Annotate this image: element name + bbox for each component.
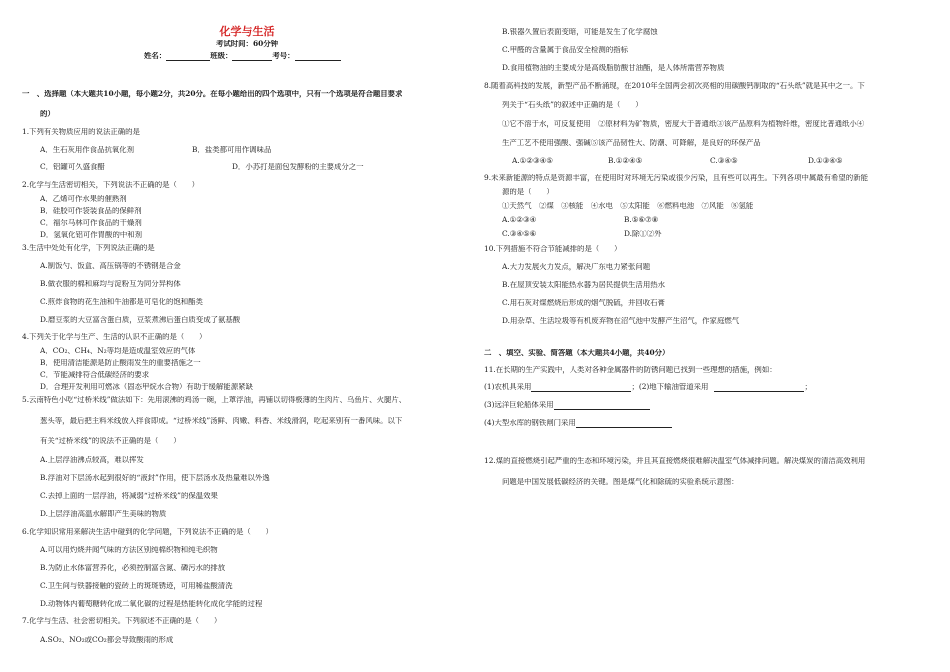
- q11-item1-label: (1)农机具采用: [484, 383, 532, 392]
- q4-option-d: D．合理开发利用可燃冰（固态甲烷水合物）有助于缓解能源紧缺: [40, 383, 253, 391]
- q11-item4-label: (4)大型水库的钢铁闸门采用: [484, 419, 576, 428]
- q10-option-b: B.在屋顶安装太阳能热水器为居民提供生活用热水: [502, 281, 665, 289]
- q8-option-c: C.③④⑤: [710, 157, 738, 165]
- q3-option-a: A.制饭勺、饭盒、高压锅等的不锈钢是合金: [40, 262, 181, 270]
- q4-stem: 4.下列关于化学与生产、生活的认识不正确的是（ ）: [22, 333, 207, 341]
- q10-stem: 10.下列措施不符合节能减排的是（ ）: [484, 245, 622, 253]
- q11-item2-end: ；: [804, 383, 812, 392]
- q1-option-d: D．小苏打是面包发酵粉的主要成分之一: [232, 163, 364, 171]
- q10-option-a: A.大力发展火力发点，解决广东电力紧张问题: [502, 263, 651, 271]
- section1-title-line1: 一 、选择题（本大题共10小题，每小题2分，共20分。在每小题给出的四个选项中，只有一个选项是符合题目要求: [22, 90, 403, 98]
- q11-blank-4[interactable]: [576, 419, 672, 428]
- q4-option-c: C．节能减排符合低碳经济的要求: [40, 371, 150, 379]
- q1-stem: 1.下列有关物质应用的说法正确的是: [22, 128, 140, 136]
- q7-option-d: D.食用植物油的主要成分是高级脂肪酸甘油酯，是人体所需营养物质: [502, 64, 725, 72]
- q6-option-c: C.卫生间与铁器接触的瓷砖上的斑斑锈迹，可用稀盐酸清洗: [40, 582, 233, 590]
- section2-title: 二 、填空、实验、简答题（本大题共4小题，共40分）: [484, 349, 670, 357]
- q9-option-c: C.③④⑤⑥: [502, 230, 537, 238]
- q11-blank-3[interactable]: [554, 401, 650, 410]
- q1-option-c: C．铝罐可久盛食醋: [40, 163, 105, 171]
- q11-item1-row: [484, 383, 812, 392]
- q7-option-a: A.SO₂、NO₂或CO₂都会导致酸雨的形成: [40, 636, 174, 644]
- q9-line2: 源的是（ ）: [502, 188, 554, 196]
- q8-line3: ①它不溶于水，可反复使用 ②原材料为矿物质，密度大于普通纸③该产品原料为植物纤维，密度比普通纸小④: [502, 120, 865, 128]
- q11-blank-1[interactable]: [531, 383, 631, 392]
- q5-option-b: B.浮油对下层汤水起到很好的“液封”作用，使下层汤水及热量难以外逸: [40, 474, 270, 482]
- q9-line1: 9.未来新能源的特点是资源丰富，在使用时对环境无污染或很少污染，且有些可以再生。下列各项中属最有希望的新能: [484, 174, 868, 182]
- q9-option-d: D.除①②外: [624, 230, 662, 238]
- q5-line3: 有关“过桥米线”的说法不正确的是（ ）: [40, 437, 181, 445]
- q7-option-b: B.银器久置后表面变暗，可能是发生了化学腐蚀: [502, 28, 658, 36]
- q6-option-d: D.动物体内葡萄糖转化成二氧化碳的过程是热能转化成化学能的过程: [40, 600, 263, 608]
- exam-time: 考试时间：60分钟: [215, 40, 279, 48]
- q1-option-a: A．生石灰用作食品抗氧化剂: [40, 146, 135, 154]
- q10-option-c: C.用石灰对煤燃烧后形成的烟气脱硫，并回收石膏: [502, 299, 665, 307]
- q9-option-b: B.⑤⑥⑦⑧: [624, 216, 659, 224]
- q1-option-b: B．盐类都可用作调味品: [192, 146, 272, 154]
- q2-option-c: C．福尔马林可作食品的干燥剂: [40, 219, 142, 227]
- q11-stem: 11.在长期的生产实践中，人类对各种金属器件的防锈问题已找到一些理想的措施，例如：: [484, 366, 777, 374]
- q9-line3: ①天然气 ②煤 ③核能 ④水电 ⑤太阳能 ⑥燃料电池 ⑦风能 ⑧氢能: [502, 202, 754, 210]
- q8-option-b: B.①②④⑤: [608, 157, 643, 165]
- q8-line1: 8.随着高科技的发展，新型产品不断涌现，在2010年全国两会初次亮相的用碳酸钙制取的“石头纸”就是其中之一。下: [484, 82, 865, 90]
- q3-stem: 3.生活中处处有化学，下列说法正确的是: [22, 244, 155, 252]
- q2-option-a: A．乙烯可作水果的催熟剂: [40, 195, 127, 203]
- class-field[interactable]: [232, 52, 272, 61]
- q5-option-a: A.上层浮油沸点较高，难以挥发: [40, 456, 144, 464]
- q9-option-a: A.①②③④: [502, 216, 537, 224]
- q6-stem: 6.化学知识常用来解决生活中碰到的化学问题，下列说法不正确的是（ ）: [22, 528, 273, 536]
- q7-stem: 7.化学与生活、社会密切相关。下列叙述不正确的是（ ）: [22, 617, 222, 625]
- section1-title-line2: 的）: [40, 110, 55, 118]
- q2-stem: 2.化学与生活密切相关，下列说法不正确的是（ ）: [22, 181, 200, 189]
- name-field[interactable]: [166, 52, 210, 61]
- exam-title: 化学与生活: [219, 25, 275, 38]
- q8-line2: 列关于“石头纸”的叙述中正确的是（ ）: [502, 101, 643, 109]
- q3-option-c: C.煎炸食物的花生油和牛油都是可皂化的饱和酯类: [40, 298, 203, 306]
- left-column: [22, 0, 472, 672]
- q3-option-d: D.磨豆浆的大豆富含蛋白质，豆浆煮沸后蛋白质变成了氨基酸: [40, 316, 241, 324]
- q8-option-a: A.①②③④⑤: [512, 157, 553, 165]
- q11-item3-row: [484, 401, 650, 410]
- number-label: 考号：: [272, 52, 295, 61]
- q11-item4-row: [484, 419, 672, 428]
- number-field[interactable]: [295, 52, 341, 61]
- q5-option-d: D.上层浮油高温水解即产生美味的物质: [40, 510, 167, 518]
- q7-option-c: C.甲醛的含量属于食品安全检测的指标: [502, 46, 628, 54]
- q8-option-d: D.①③④⑤: [808, 157, 843, 165]
- q6-option-a: A.可以用灼烧并闻气味的方法区别纯棉织物和纯毛织物: [40, 546, 218, 554]
- q4-option-b: B．使用清洁能源是防止酸雨发生的重要措施之一: [40, 359, 201, 367]
- q2-option-b: B．硅胶可作袋装食品的保鲜剂: [40, 207, 142, 215]
- q4-option-a: A．CO₂、CH₄、N₂等均是造成温室效应的气体: [40, 347, 196, 355]
- q11-blank-2[interactable]: [714, 383, 804, 392]
- q12-line1: 12.煤的直接燃烧引起严重的生态和环境污染，并且其直接燃烧很难解决温室气体减排问题。解决煤炭的清洁高效利用: [484, 457, 866, 465]
- q5-line1: 5.云南特色小吃“过桥米线”做法如下：先用滚沸的鸡汤一碗，上罩浮油，再铺以切得极薄的生肉片、乌鱼片、火腿片、: [22, 396, 407, 404]
- q8-line4: 生产工艺不使用强酸、强碱⑤该产品韧性大、防潮、可降解，是良好的环保产品: [502, 139, 761, 147]
- q3-option-b: B.做衣服的棉和麻均与淀粉互为同分异构体: [40, 280, 181, 288]
- name-label: 姓名：: [144, 52, 167, 61]
- student-info-line: [144, 52, 341, 61]
- q11-item3-label: (3)远洋巨轮船体采用: [484, 401, 554, 410]
- class-label: 班级：: [210, 52, 233, 61]
- q2-option-d: D．氢氧化铝可作胃酸的中和剂: [40, 231, 143, 239]
- q11-item2-label: ；(2)地下输油管道采用: [631, 383, 709, 392]
- q10-option-d: D.用杂草、生活垃圾等有机废弃物在沼气池中发酵产生沼气，作家庭燃气: [502, 317, 740, 325]
- q5-option-c: C.去掉上面的一层浮油，将减弱“过桥米线”的保温效果: [40, 492, 218, 500]
- right-column: [484, 0, 934, 672]
- q6-option-b: B.为防止水体富营养化，必须控制富含氮、磷污水的排放: [40, 564, 226, 572]
- q12-line2: 问题是中国发展低碳经济的关键。图是煤气化和除硫的实验系统示意图：: [502, 478, 739, 486]
- q5-line2: 葱头等，最后把主料米线放入拌食即成。“过桥米线”汤鲜、肉嫩、料香、米线滑润，吃起来别有一番风味。以下: [40, 417, 403, 425]
